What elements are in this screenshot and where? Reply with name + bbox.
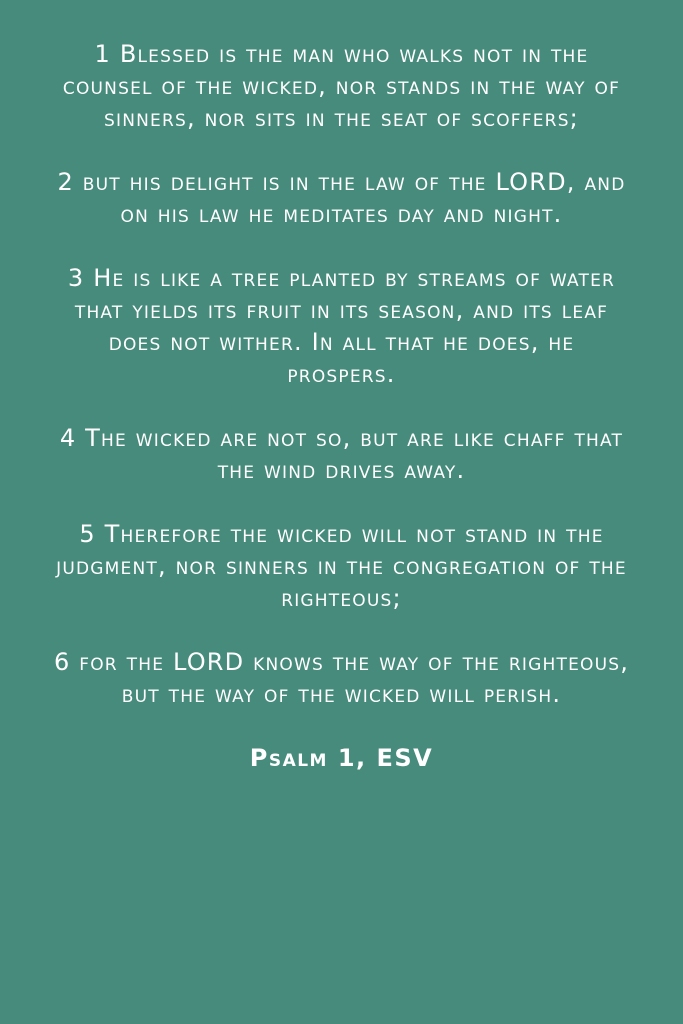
scripture-attribution: Psalm 1, ESV xyxy=(249,744,434,772)
verse-6: 6 for the LORD knows the way of the righteous, but the way of the wicked will perish. xyxy=(53,648,630,708)
verse-1: 1 Blessed is the man who walks not in the counsel of the wicked, nor stands in the way of sinners, nor sits in the seat of scoffers; xyxy=(62,40,621,132)
verse-4: 4 The wicked are not so, but are like chaff that the wind drives away. xyxy=(59,424,624,484)
verse-5: 5 Therefore the wicked will not stand in the judgment, nor sinners in the congregation of the righteous; xyxy=(56,520,627,612)
verse-2: 2 but his delight is in the law of the LORD, and on his law he meditates day and night. xyxy=(57,168,626,228)
verse-3: 3 He is like a tree planted by streams of water that yields its fruit in its season, and its leaf does not wither. In all that he does, he prospers. xyxy=(67,264,616,388)
